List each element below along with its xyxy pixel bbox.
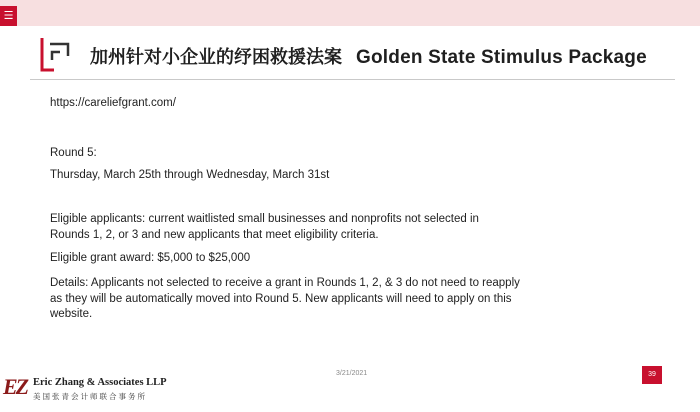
hamburger-menu-icon[interactable]: ☰ — [0, 6, 17, 26]
firm-name-chinese: 美国张青会计师联合事务所 — [33, 392, 147, 401]
firm-logo-mark: EZ — [3, 374, 28, 399]
slide-date: 3/21/2021 — [336, 370, 368, 377]
slide-title-chinese: 加州针对小企业的纾困救援法案 — [90, 47, 342, 68]
slide-title — [90, 44, 647, 72]
top-band — [0, 0, 700, 26]
bracket-frame-logo-icon — [38, 36, 74, 72]
page-number-badge: 39 — [642, 366, 662, 384]
grant-award-text: Eligible grant award: $5,000 to $25,000 — [50, 252, 251, 264]
title-divider — [30, 79, 675, 80]
eligible-applicants-text: Eligible applicants: current waitlisted small businesses and nonprofits not selected in Rounds 1, 2, or 3 and new applicants that meet eligibility criteria. — [50, 213, 479, 241]
slide-body — [50, 96, 520, 320]
round-label: Round 5: — [50, 147, 97, 159]
details-text: Details: Applicants not selected to receive a grant in Rounds 1, 2, & 3 do not need to reapply as they will be automatically moved into Round 5. New applicants will need to apply on this website. — [50, 277, 520, 320]
grant-website-link[interactable]: https://careliefgrant.com/ — [50, 97, 176, 109]
slide-title-english: Golden State Stimulus Package — [356, 47, 647, 68]
firm-logo — [3, 372, 183, 406]
round-dates: Thursday, March 25th through Wednesday, March 31st — [50, 169, 330, 181]
firm-name: Eric Zhang & Associates LLP — [33, 377, 167, 388]
